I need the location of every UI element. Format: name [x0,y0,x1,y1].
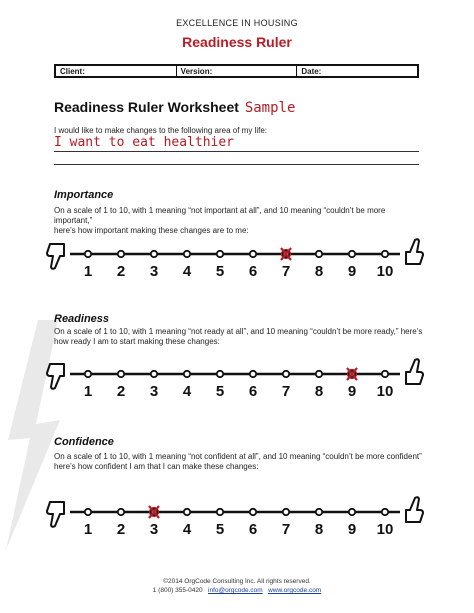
scale-label: 5 [215,521,225,538]
date-field[interactable]: Date: [301,67,322,76]
footer-phone: 1 (800) 355-0420 [152,587,203,594]
importance-ruler[interactable] [0,236,474,288]
scale-point[interactable] [316,509,322,515]
thumbs-down-icon [47,244,64,269]
thumbs-up-icon [406,239,423,264]
scale-point[interactable] [151,251,157,257]
scale-label: 8 [314,383,324,400]
scale-label: 2 [116,263,126,280]
scale-label: 3 [149,263,159,280]
scale-label: 10 [376,383,394,400]
scale-point[interactable] [151,371,157,377]
scale-label: 9 [347,521,357,538]
scale-point[interactable] [349,251,355,257]
change-area-prompt: I would like to make changes to the following area of my life: [54,126,267,135]
scale-point[interactable] [217,371,223,377]
scale-label: 3 [149,521,159,538]
version-field[interactable]: Version: [177,66,298,76]
worksheet-title [54,99,295,116]
footer-email-link[interactable]: info@orgcode.com [208,587,263,594]
section-desc-importance [54,206,424,236]
section-desc-readiness [54,327,424,347]
answer-line-2 [54,164,419,165]
change-area-answer[interactable]: I want to eat healthier [54,135,235,150]
thumbs-up-icon [406,359,423,384]
scale-point[interactable] [250,509,256,515]
desc-line: On a scale of 1 to 10, with 1 meaning “not important at all”, and 10 meaning “couldn’t be more important,” [54,206,386,225]
scale-point[interactable] [118,509,124,515]
scale-point[interactable] [349,509,355,515]
footer-website-link[interactable]: www.orgcode.com [268,587,322,594]
scale-label: 2 [116,383,126,400]
scale-label: 6 [248,263,258,280]
answer-line-1 [54,151,419,152]
desc-line: here’s how confident I am that I can make these changes: [54,462,259,471]
scale-point[interactable] [184,509,190,515]
section-title-readiness: Readiness [54,313,110,325]
thumbs-up-icon [406,497,423,522]
scale-point[interactable] [85,251,91,257]
scale-point[interactable] [85,509,91,515]
scale-label: 2 [116,521,126,538]
footer-contact [0,587,474,594]
scale-label: 8 [314,263,324,280]
scale-label: 9 [347,263,357,280]
section-title-importance: Importance [54,189,114,201]
page-title: Readiness Ruler [182,34,292,50]
scale-point[interactable] [184,371,190,377]
client-info-row [54,64,419,78]
scale-point[interactable] [184,251,190,257]
thumbs-down-icon [47,364,64,389]
scale-point[interactable] [283,509,289,515]
scale-label: 3 [149,383,159,400]
confidence-ruler[interactable] [0,494,474,546]
section-title-confidence: Confidence [54,436,114,448]
scale-label: 5 [215,383,225,400]
scale-point[interactable] [382,371,388,377]
desc-line: here’s how important making these changes are to me: [54,226,249,235]
scale-point[interactable] [316,371,322,377]
scale-label: 6 [248,383,258,400]
scale-label: 7 [281,383,291,400]
scale-point[interactable] [118,251,124,257]
desc-line: On a scale of 1 to 10, with 1 meaning “not ready at all”, and 10 meaning “couldn’t be more ready,” here’s [54,327,423,336]
scale-label: 1 [83,383,93,400]
desc-line: On a scale of 1 to 10, with 1 meaning “not confident at all”, and 10 meaning “couldn’t be more confident” [54,452,422,461]
client-field[interactable]: Client: [56,66,177,76]
scale-label: 9 [347,383,357,400]
scale-point[interactable] [85,371,91,377]
worksheet-title-text: Readiness Ruler Worksheet [54,99,239,115]
scale-point[interactable] [250,371,256,377]
organization-tagline: EXCELLENCE IN HOUSING [176,18,298,28]
sample-label: Sample [244,100,296,116]
readiness-ruler[interactable] [0,356,474,408]
scale-label: 7 [281,263,291,280]
scale-label: 4 [182,383,192,400]
desc-line: how ready I am to start making these changes: [54,337,220,346]
scale-point[interactable] [283,371,289,377]
scale-label: 4 [182,521,192,538]
scale-label: 1 [83,263,93,280]
scale-point[interactable] [382,509,388,515]
scale-point[interactable] [118,371,124,377]
scale-label: 10 [376,521,394,538]
scale-point[interactable] [217,509,223,515]
scale-point[interactable] [217,251,223,257]
scale-point[interactable] [316,251,322,257]
section-desc-confidence [54,452,424,472]
scale-label: 4 [182,263,192,280]
scale-label: 7 [281,521,291,538]
scale-label: 6 [248,521,258,538]
scale-point[interactable] [382,251,388,257]
footer-copyright: ©2014 OrgCode Consulting Inc. All rights reserved. [163,578,311,585]
thumbs-down-icon [47,502,64,527]
scale-point[interactable] [250,251,256,257]
scale-label: 5 [215,263,225,280]
scale-label: 8 [314,521,324,538]
scale-label: 1 [83,521,93,538]
scale-label: 10 [376,263,394,280]
